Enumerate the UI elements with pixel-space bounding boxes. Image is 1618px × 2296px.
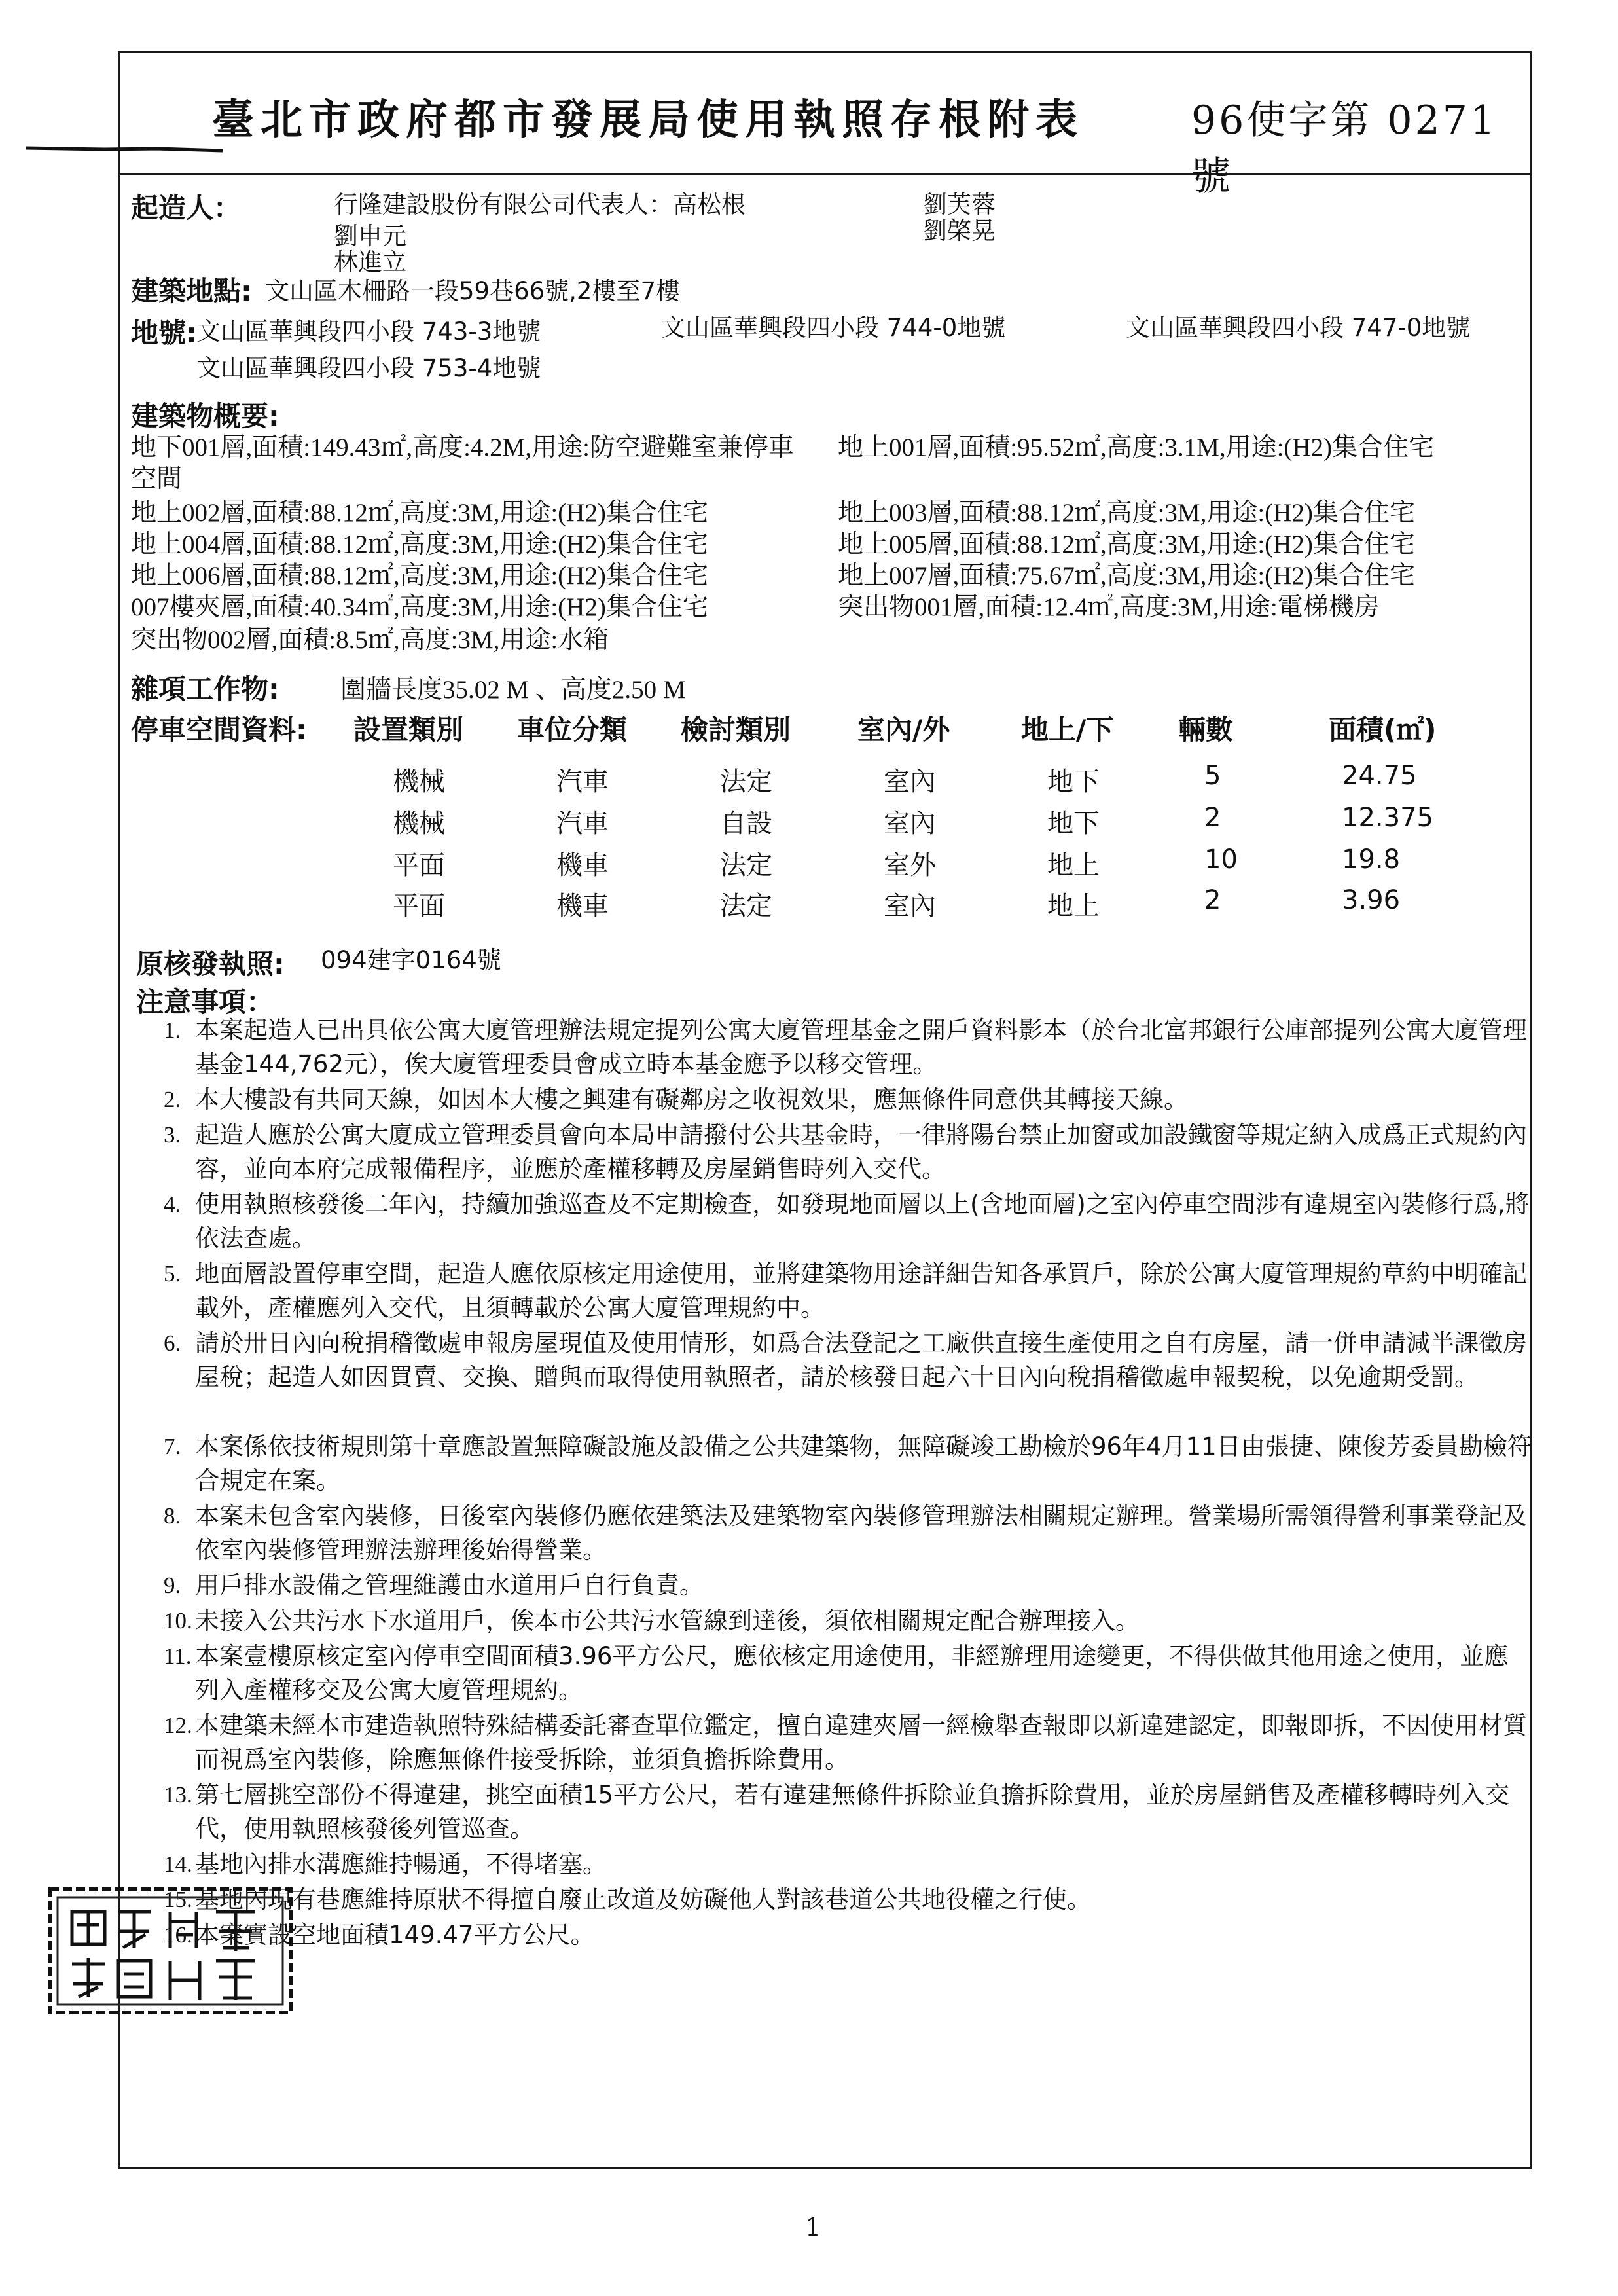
note-text: 本案未包含室內裝修，日後室內裝修仍應依建築法及建築物室內裝修管理辦法相關規定辦理。營業場所需領得營利事業登記及依室內裝修管理辦法辦理後始得營業。	[195, 1502, 1527, 1564]
lot-3: 文山區華興段四小段 747-0地號	[1126, 314, 1471, 342]
note-text: 本建築未經本市建造執照特殊結構委託審查單位鑑定，擅自違建夾層一經檢舉查報即以新違建認定，即報即拆，不因使用材質而視爲室內裝修，除應無條件接受拆除，並須負擔拆除費用。	[195, 1711, 1527, 1774]
floor-4: 地上004層,面積:88.12㎡,高度:3M,用途:(H2)集合住宅	[131, 530, 708, 558]
parking-row-2-type: 機械	[393, 809, 445, 839]
site-address: 文山區木柵路一段59巷66號,2樓至7樓	[265, 277, 681, 305]
parking-header-type: 設置類別	[353, 714, 464, 746]
note-item	[164, 1326, 1532, 1394]
notes-label: 注意事項：	[136, 986, 274, 1018]
note-item	[164, 1499, 1532, 1567]
note-text: 基地內現有巷應維持原狀不得擅自廢止改道及妨礙他人對該巷道公共地役權之行使。	[195, 1886, 1091, 1914]
note-number: 9.	[164, 1573, 181, 1598]
applicant-person-4: 劉棨晃	[923, 217, 996, 245]
parking-row-3-count: 10	[1204, 845, 1238, 875]
lot-2: 文山區華興段四小段 744-0地號	[661, 314, 1006, 342]
parking-row-4-in-out: 室內	[884, 891, 936, 921]
note-text: 起造人應於公寓大廈成立管理委員會向本局申請撥付公共基金時，一律將陽台禁止加窗或加設鐵窗等規定納入成爲正式規約內容，並向本府完成報備程序，並應於產權移轉及房屋銷售時列入交代。	[195, 1121, 1527, 1183]
note-number: 3.	[164, 1122, 181, 1148]
government-seal-stamp	[46, 1886, 295, 2016]
note-item	[164, 1430, 1532, 1498]
parking-row-2-area: 12.375	[1342, 803, 1433, 833]
floor-5: 地上005層,面積:88.12㎡,高度:3M,用途:(H2)集合住宅	[838, 530, 1415, 558]
applicant-company: 行隆建設股份有限公司代表人：高松根	[334, 191, 746, 219]
parking-header-review: 檢討類別	[681, 714, 791, 746]
applicant-label: 起造人：	[131, 192, 242, 224]
note-number: 13.	[164, 1782, 192, 1808]
note-item	[164, 1709, 1532, 1777]
note-item	[164, 1778, 1532, 1846]
applicant-person-1: 劉申元	[334, 222, 406, 250]
original-permit-label: 原核發執照:	[136, 948, 285, 980]
floor-1-right: 地上001層,面積:95.52㎡,高度:3.1M,用途:(H2)集合住宅	[838, 433, 1435, 462]
site-label: 建築地點:	[131, 275, 252, 307]
rooftop-structure-1: 突出物001層,面積:12.4㎡,高度:3M,用途:電梯機房	[838, 593, 1380, 621]
pen-scribble-mark	[26, 143, 223, 155]
note-item	[164, 1188, 1532, 1256]
note-text: 請於卅日內向稅捐稽徵處申報房屋現值及使用情形，如爲合法登記之工廠供直接生產使用之自有房屋，請一併申請減半課徵房屋稅；起造人如因買賣、交換、贈與而取得使用執照者，請於核發日起六十日內向稅捐稽徵處申報契稅，以免逾期受罰。	[195, 1329, 1527, 1391]
floor-2: 地上002層,面積:88.12㎡,高度:3M,用途:(H2)集合住宅	[131, 499, 708, 527]
note-text: 未接入公共污水下水道用戶，俟本市公共污水管線到達後，須依相關規定配合辦理接入。	[195, 1607, 1140, 1635]
note-item	[164, 1013, 1532, 1082]
note-text: 本大樓設有共同天線，如因本大樓之興建有礙鄰房之收視效果，應無條件同意供其轉接天線。	[195, 1085, 1188, 1114]
parking-row-3-type: 平面	[393, 850, 445, 881]
note-number: 14.	[164, 1851, 192, 1877]
parking-row-1-level: 地下	[1047, 767, 1100, 797]
note-item	[164, 1639, 1532, 1707]
parking-row-4-type: 平面	[393, 891, 445, 921]
permit-number: 96使字第 0271 號	[1191, 98, 1498, 200]
parking-row-3-area: 19.8	[1342, 845, 1401, 875]
note-text: 使用執照核發後二年內，持續加強巡查及不定期檢查，如發現地面層以上(含地面層)之室內停車空間涉有違規室內裝修行爲,將依法查處。	[195, 1190, 1530, 1252]
rooftop-structure-2: 突出物002層,面積:8.5㎡,高度:3M,用途:水箱	[131, 626, 609, 654]
floor-7: 地上007層,面積:75.67㎡,高度:3M,用途:(H2)集合住宅	[838, 562, 1415, 590]
parking-label: 停車空間資料:	[131, 714, 307, 746]
note-item	[164, 1604, 1532, 1638]
note-item	[164, 1569, 1532, 1603]
note-text: 基地內排水溝應維持暢通，不得堵塞。	[195, 1850, 607, 1878]
parking-row-1-review: 法定	[720, 767, 772, 797]
parking-row-1-area: 24.75	[1342, 761, 1417, 791]
parking-row-4-count: 2	[1204, 885, 1221, 915]
note-number: 5.	[164, 1261, 181, 1286]
note-number: 7.	[164, 1434, 181, 1459]
note-number: 12.	[164, 1713, 192, 1738]
floor-7-mezzanine: 007樓夾層,面積:40.34㎡,高度:3M,用途:(H2)集合住宅	[131, 593, 708, 621]
misc-works-label: 雜項工作物:	[131, 673, 279, 705]
parking-row-3-in-out: 室外	[884, 850, 936, 881]
lot-label: 地號:	[131, 317, 197, 349]
parking-row-2-count: 2	[1204, 803, 1221, 833]
note-text: 第七層挑空部份不得違建，挑空面積15平方公尺，若有違建無條件拆除並負擔拆除費用，並於房屋銷售及產權移轉時列入交代，使用執照核發後列管巡查。	[195, 1781, 1510, 1843]
parking-row-4-level: 地上	[1047, 891, 1100, 921]
applicant-person-3: 劉芙蓉	[923, 191, 996, 219]
lot-4: 文山區華興段四小段 753-4地號	[196, 354, 541, 382]
note-item	[164, 1257, 1532, 1325]
parking-row-3-level: 地上	[1047, 850, 1100, 881]
note-number: 4.	[164, 1192, 181, 1217]
note-number: 10.	[164, 1608, 192, 1633]
parking-row-1-in-out: 室內	[884, 767, 936, 797]
note-text: 本案實設空地面積149.47平方公尺。	[195, 1921, 595, 1949]
note-number: 8.	[164, 1503, 181, 1529]
page-number: 1	[805, 2213, 821, 2242]
note-item	[164, 1883, 1532, 1917]
document-title: 臺北市政府都市發展局使用執照存根附表	[212, 96, 1084, 145]
parking-row-4-class: 機車	[556, 891, 609, 921]
note-text: 本案壹樓原核定室內停車空間面積3.96平方公尺，應依核定用途使用，非經辦理用途變更，不得供做其他用途之使用，並應列入產權移交及公寓大廈管理規約。	[195, 1642, 1509, 1704]
misc-works-value: 圍牆長度35.02 M 、高度2.50 M	[340, 676, 686, 704]
note-item	[164, 1118, 1532, 1186]
note-number: 1.	[164, 1017, 181, 1043]
floor-6: 地上006層,面積:88.12㎡,高度:3M,用途:(H2)集合住宅	[131, 562, 708, 590]
floor-b1-left: 地下001層,面積:149.43㎡,高度:4.2M,用途:防空避難室兼停車	[131, 433, 794, 462]
parking-header-in-out: 室內/外	[857, 714, 950, 746]
title-row	[118, 51, 1532, 200]
note-text: 本案係依技術規則第十章應設置無障礙設施及設備之公共建築物，無障礙竣工勘檢於96年4月11日由張捷、陳俊芳委員勘檢符合規定在案。	[195, 1432, 1532, 1495]
building-overview-label: 建築物概要:	[131, 400, 279, 432]
note-number: 16.	[164, 1922, 192, 1948]
parking-row-3-class: 機車	[556, 850, 609, 881]
note-text: 本案起造人已出具依公寓大廈管理辦法規定提列公寓大廈管理基金之開戶資料影本（於台北富邦銀行公庫部提列公寓大廈管理基金144,762元），俟大廈管理委員會成立時本基金應予以移交管理。	[195, 1016, 1527, 1078]
parking-header-class: 車位分類	[517, 714, 628, 746]
lot-1: 文山區華興段四小段 743-3地號	[196, 318, 541, 346]
original-permit-number: 094建字0164號	[321, 946, 501, 974]
parking-row-1-count: 5	[1204, 761, 1221, 791]
parking-header-area: 面積(㎡)	[1329, 714, 1437, 746]
note-item	[164, 1918, 1532, 1952]
note-item	[164, 1083, 1532, 1117]
note-number: 2.	[164, 1087, 181, 1112]
note-item	[164, 1848, 1532, 1882]
note-number: 15.	[164, 1887, 192, 1912]
parking-row-3-review: 法定	[720, 850, 772, 881]
note-text: 地面層設置停車空間，起造人應依原核定用途使用，並將建築物用途詳細告知各承買戶，除於公寓大廈管理規約草約中明確記載外，產權應列入交代，且須轉載於公寓大廈管理規約中。	[195, 1260, 1527, 1322]
floor-b1-left-cont: 空間	[131, 465, 183, 493]
applicant-person-2: 林進立	[334, 248, 406, 276]
parking-row-2-level: 地下	[1047, 809, 1100, 839]
parking-row-2-in-out: 室內	[884, 809, 936, 839]
parking-row-2-class: 汽車	[556, 809, 609, 839]
parking-row-1-class: 汽車	[556, 767, 609, 797]
note-number: 6.	[164, 1330, 181, 1356]
parking-row-2-review: 自設	[720, 809, 772, 839]
parking-row-4-area: 3.96	[1342, 885, 1401, 915]
note-number: 11.	[164, 1643, 192, 1669]
parking-header-above-below: 地上/下	[1021, 714, 1114, 746]
floor-3: 地上003層,面積:88.12㎡,高度:3M,用途:(H2)集合住宅	[838, 499, 1415, 527]
parking-row-1-type: 機械	[393, 767, 445, 797]
parking-header-count: 輛數	[1178, 714, 1234, 746]
note-text: 用戶排水設備之管理維護由水道用戶自行負責。	[195, 1571, 704, 1599]
parking-row-4-review: 法定	[720, 891, 772, 921]
